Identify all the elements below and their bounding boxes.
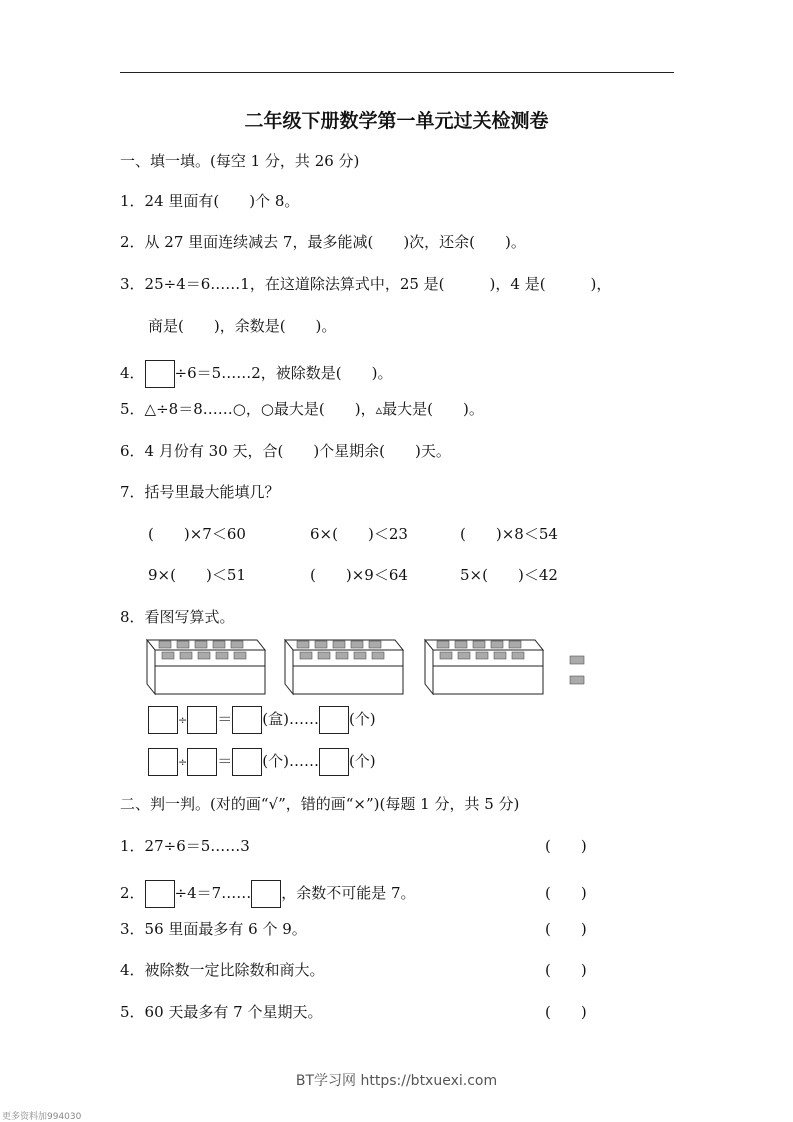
judge-2-box-dividend[interactable] — [145, 880, 175, 908]
corner-note: 更多资料加994030 — [2, 1112, 82, 1122]
equals-sign: ＝ — [217, 752, 233, 770]
question-1-5 — [120, 398, 484, 422]
q8-l2-box-quotient[interactable] — [232, 748, 262, 776]
judge-3: 3．56 里面最多有 6 个 9。 — [120, 920, 307, 938]
judge-2-box-remainder[interactable] — [251, 880, 281, 908]
question-1-1: 1．24 里面有( )个 8。 — [120, 192, 300, 210]
page-title: 二年级下册数学第一单元过关检测卷 — [244, 110, 549, 132]
divide-sign: ÷ — [178, 756, 188, 769]
question-1-3b: 商是( )，余数是( )。 — [148, 317, 337, 335]
section1-heading: 一、填一填。(每空 1 分，共 26 分) — [120, 152, 360, 170]
judge-2-end: ，余数不可能是 7。 — [281, 884, 416, 902]
judge-2-mid: ÷4＝7…… — [174, 884, 252, 902]
judge-1: 1．27÷6＝5……3 — [120, 837, 250, 855]
q8-l1-box-divisor[interactable] — [187, 706, 217, 734]
cake-box-1 — [147, 640, 265, 694]
q8-l2-box-remainder[interactable] — [319, 748, 349, 776]
question-1-4 — [120, 360, 392, 388]
q8-l1-box-remainder[interactable] — [319, 706, 349, 734]
judge-5: 5．60 天最多有 7 个星期天。 — [120, 1003, 323, 1021]
unit-piece-label: (个)…… — [262, 752, 319, 770]
judge-4-answer[interactable]: ( ) — [545, 961, 587, 979]
section2-heading: 二、判一判。(对的画“√”，错的画“×”)(每题 1 分，共 5 分) — [120, 795, 520, 813]
judge-2 — [120, 880, 416, 908]
unit-piece-label: (个) — [348, 752, 376, 770]
cake-box-3 — [425, 640, 543, 694]
judge-1-answer[interactable]: ( ) — [545, 837, 587, 855]
judge-2-answer[interactable]: ( ) — [545, 884, 587, 902]
q8-l2-box-divisor[interactable] — [187, 748, 217, 776]
question-1-6: 6．4 月份有 30 天，合( )个星期余( )天。 — [120, 442, 451, 460]
question-1-7: 7．括号里最大能填几？ — [120, 483, 280, 501]
q8-l1-box-quotient[interactable] — [232, 706, 262, 734]
unit-piece-label: (个) — [348, 710, 376, 728]
q7-row2-item3: 5×( )＜42 — [460, 566, 558, 584]
divide-sign: ÷ — [178, 714, 188, 727]
footer-watermark: BT学习网 https://btxuexi.com — [295, 1073, 498, 1089]
q5-text-a: 5．△÷8＝8……○，○最大是( )， — [120, 400, 376, 418]
top-rule — [120, 72, 674, 73]
cake-box-2 — [285, 640, 403, 694]
q7-row1-item3: ( )×8＜54 — [460, 525, 558, 543]
judge-3-answer[interactable]: ( ) — [545, 920, 587, 938]
q4-text: ÷6＝5……2，被除数是( )。 — [174, 364, 393, 382]
unit-box-label: (盒)…… — [262, 710, 319, 728]
q4-answer-box[interactable] — [145, 360, 175, 388]
q5-text-b: 最大是( )。 — [382, 400, 484, 418]
q8-l2-box-dividend[interactable] — [148, 748, 178, 776]
q8-equation-1 — [148, 706, 376, 734]
loose-cakes — [570, 656, 584, 684]
q7-row1-item1: ( )×7＜60 — [148, 525, 246, 543]
q8-equation-2 — [148, 748, 376, 776]
triangle-icon: ▵ — [375, 403, 383, 418]
q7-row1-item2: 6×( )＜23 — [310, 525, 408, 543]
question-1-3a: 3．25÷4＝6……1，在这道除法算式中，25 是( )，4 是( )， — [120, 275, 612, 293]
question-1-2: 2．从 27 里面连续减去 7，最多能减( )次，还余( )。 — [120, 233, 526, 251]
cake-boxes-illustration — [145, 636, 605, 698]
question-1-8: 8．看图写算式。 — [120, 608, 235, 626]
judge-2-number: 2． — [120, 884, 145, 902]
judge-5-answer[interactable]: ( ) — [545, 1003, 587, 1021]
judge-4: 4．被除数一定比除数和商大。 — [120, 961, 325, 979]
q7-row2-item2: ( )×9＜64 — [310, 566, 408, 584]
q7-row2-item1: 9×( )＜51 — [148, 566, 246, 584]
q8-l1-box-dividend[interactable] — [148, 706, 178, 734]
q4-number: 4． — [120, 364, 145, 382]
equals-sign: ＝ — [217, 710, 233, 728]
